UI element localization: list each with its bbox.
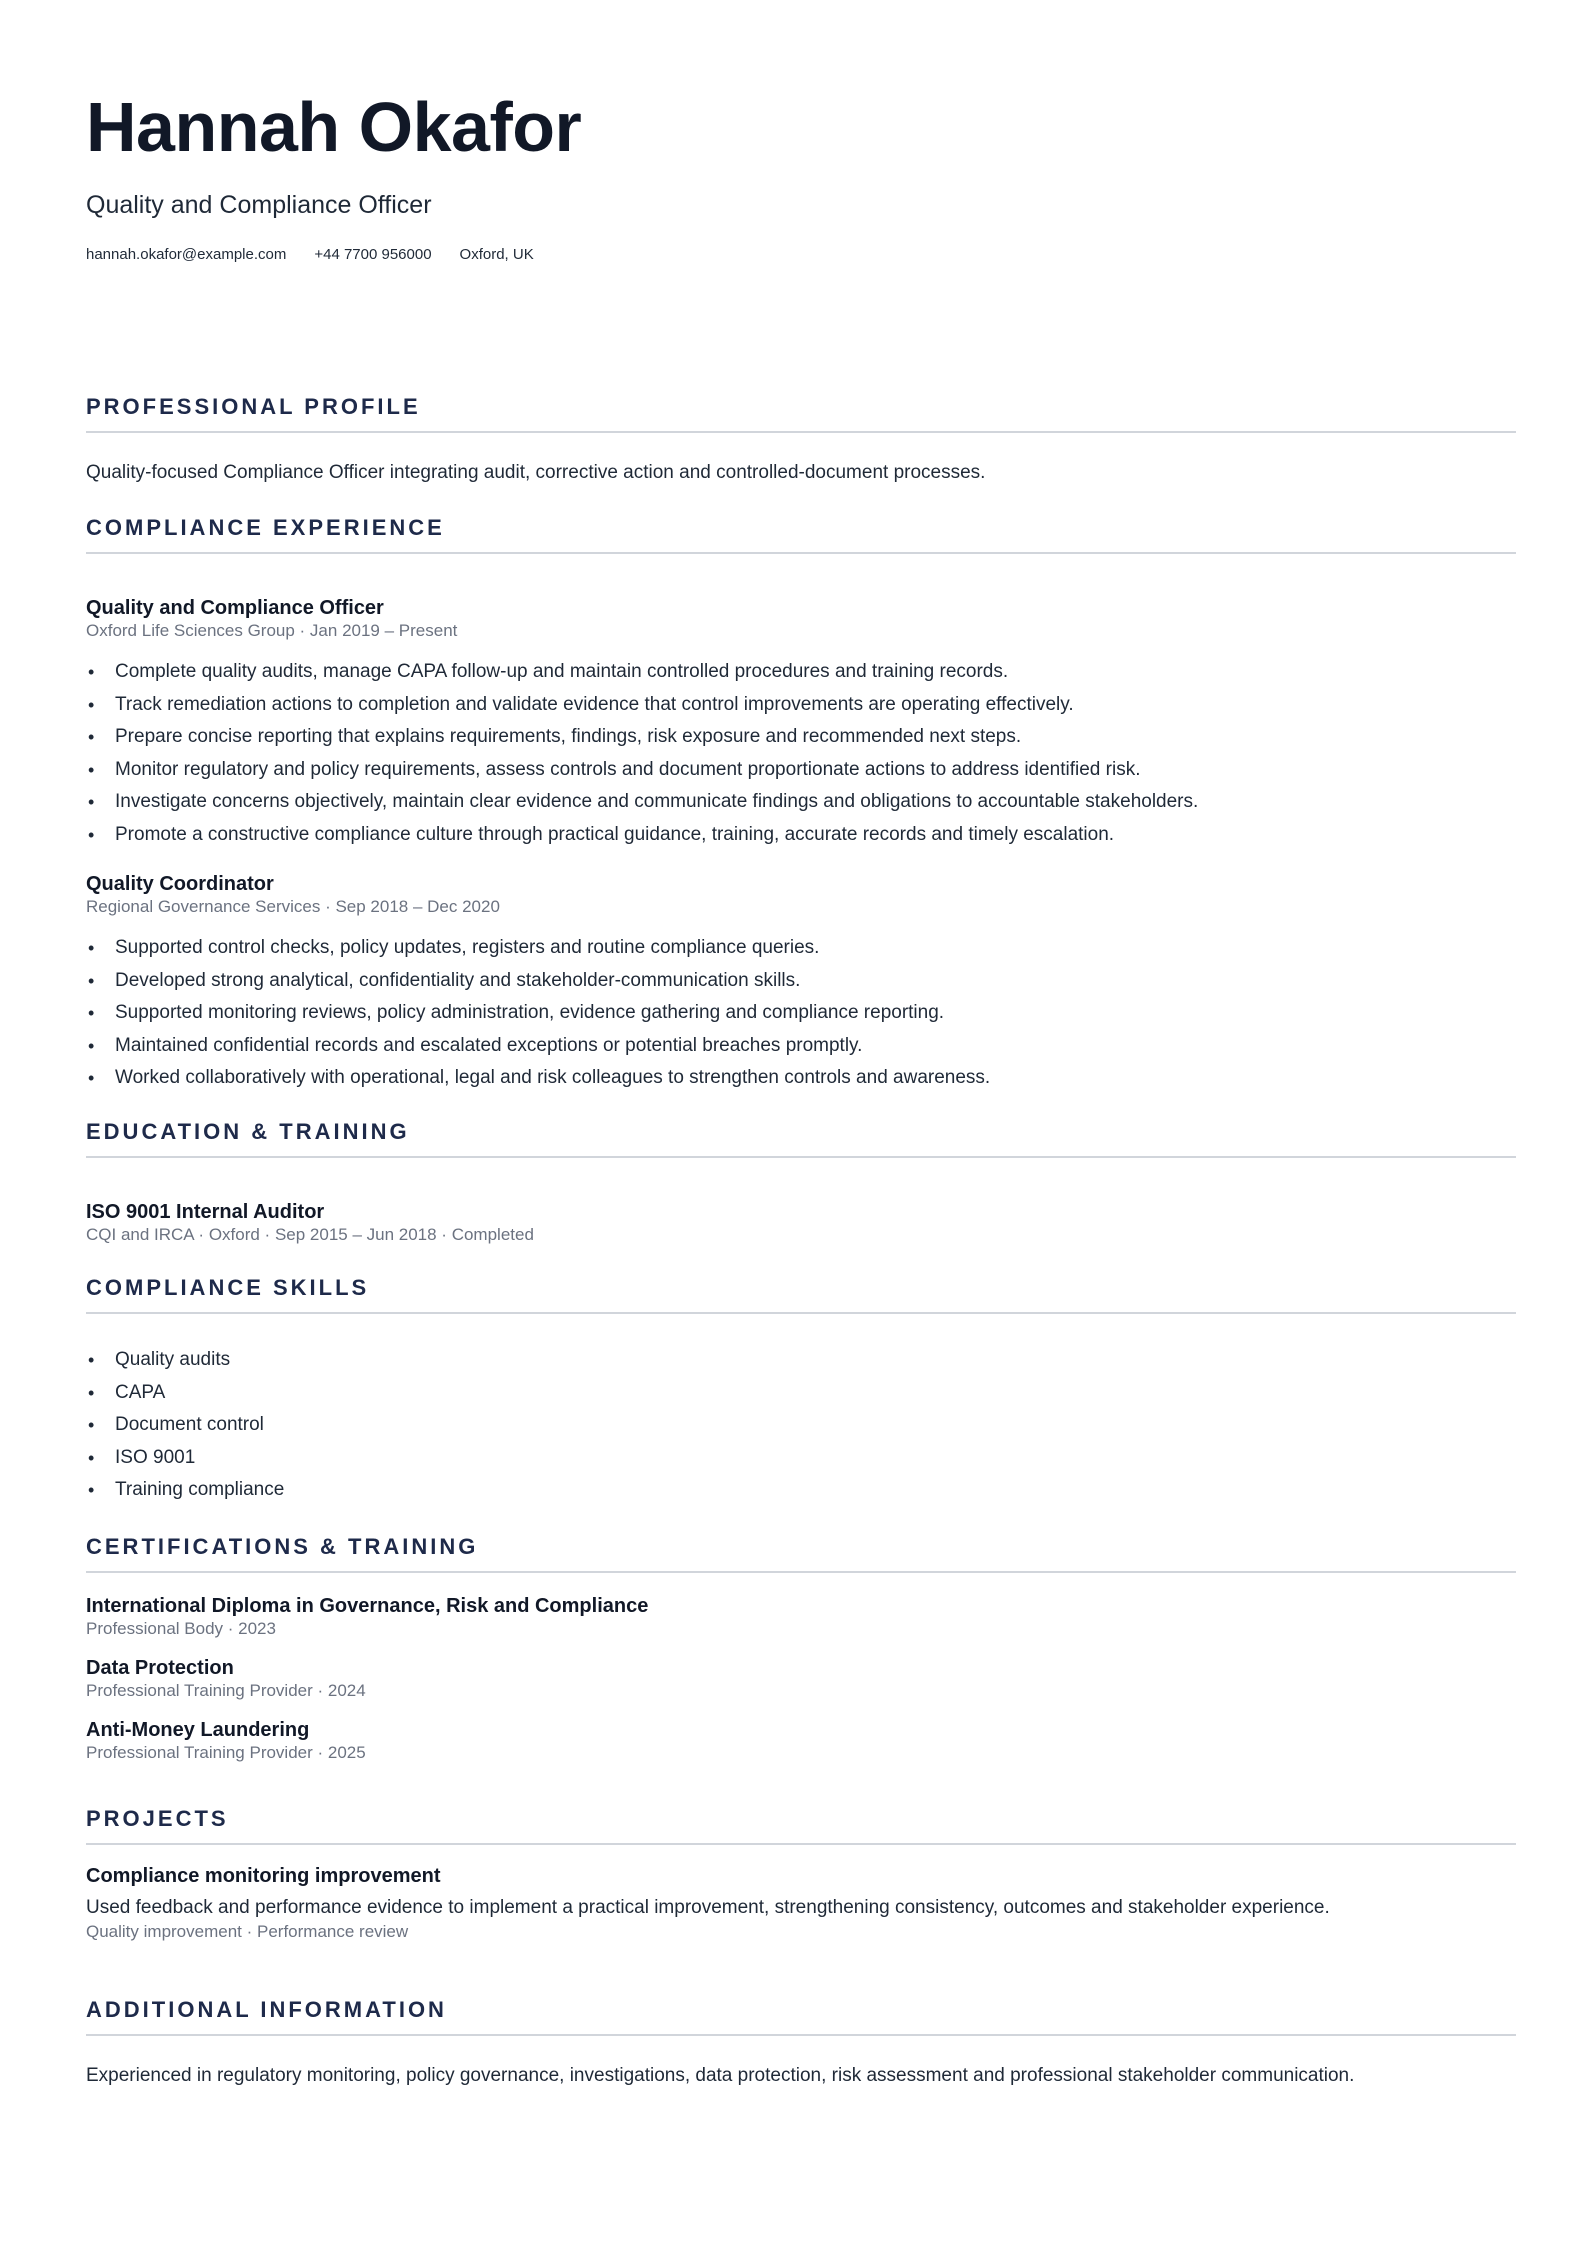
list-item: • Worked collaboratively with operational, legal and risk colleagues to strengthen controls and awareness. (86, 1062, 990, 1095)
list-item: • ISO 9001 (86, 1442, 1516, 1475)
certification-meta: Professional Body · 2023 (86, 1619, 276, 1638)
certification-entry (86, 1718, 366, 1764)
section-divider (86, 1843, 1516, 1845)
section-divider (86, 2034, 1516, 2036)
project-title: Compliance monitoring improvement (86, 1865, 441, 1887)
education-title: ISO 9001 Internal Auditor (86, 1201, 325, 1223)
list-item: • Investigate concerns objectively, maintain clear evidence and communicate findings and obligations to accountable stakeholders. (86, 786, 1198, 819)
section-divider (86, 431, 1516, 433)
project-entry (86, 1864, 1516, 1943)
section-certifications (86, 1534, 1516, 1762)
list-item: • Supported control checks, policy updates, registers and routine compliance queries. (86, 932, 990, 965)
list-item: • Monitor regulatory and policy requirements, assess controls and document proportionate actions to address identified risk. (86, 754, 1198, 787)
list-item: • Maintained confidential records and escalated exceptions or potential breaches promptly. (86, 1030, 990, 1063)
education-entry (86, 1200, 1516, 1246)
section-heading: COMPLIANCE EXPERIENCE (86, 515, 445, 540)
section-heading: PROJECTS (86, 1806, 229, 1831)
project-meta: Quality improvement · Performance review (86, 1921, 409, 1941)
section-projects (86, 1808, 1516, 1943)
section-heading: ADDITIONAL INFORMATION (86, 1997, 447, 2022)
section-divider (86, 1156, 1516, 1158)
contact-location: Oxford, UK (459, 246, 534, 263)
section-heading: PROFESSIONAL PROFILE (86, 394, 421, 419)
section-additional (86, 1999, 1516, 2089)
list-item: • Document control (86, 1409, 1516, 1442)
contact-email: hannah.okafor@example.com (86, 246, 287, 263)
section-divider (86, 552, 1516, 554)
section-experience (86, 515, 1516, 1089)
list-item: • Promote a constructive compliance culture through practical guidance, training, accurate records and timely escalation. (86, 819, 1198, 852)
job-meta: Regional Governance Services · Sep 2018 – Dec 2020 (86, 897, 500, 916)
certification-entry (86, 1594, 648, 1640)
certification-meta: Professional Training Provider · 2024 (86, 1681, 366, 1700)
certification-entry (86, 1656, 366, 1702)
job-title: Quality and Compliance Officer (86, 597, 384, 619)
section-heading: COMPLIANCE SKILLS (86, 1275, 370, 1300)
project-description: Used feedback and performance evidence to implement a practical improvement, strengthening consistency, outcomes and stakeholder experience. (86, 1897, 1330, 1918)
skills-list (86, 1344, 1516, 1507)
section-divider (86, 1312, 1516, 1314)
certification-title: Anti-Money Laundering (86, 1719, 310, 1741)
job-entry (86, 596, 1198, 851)
candidate-title: Quality and Compliance Officer (86, 191, 432, 219)
job-title: Quality Coordinator (86, 873, 274, 895)
section-heading: EDUCATION & TRAINING (86, 1119, 410, 1144)
section-skills (86, 1277, 1516, 1507)
list-item: • Track remediation actions to completion and validate evidence that control improvements are operating effectively. (86, 689, 1198, 722)
education-meta: CQI and IRCA · Oxford · Sep 2015 – Jun 2018 · Completed (86, 1225, 534, 1244)
contact-line (86, 246, 534, 263)
list-item: • Prepare concise reporting that explains requirements, findings, risk exposure and recommended next steps. (86, 721, 1198, 754)
certification-title: Data Protection (86, 1657, 234, 1679)
list-item: • Complete quality audits, manage CAPA follow-up and maintain controlled procedures and training records. (86, 656, 1198, 689)
contact-phone: +44 7700 956000 (314, 246, 432, 263)
candidate-name: Hannah Okafor (86, 88, 582, 166)
job-bullets (86, 932, 990, 1095)
list-item: • Training compliance (86, 1474, 1516, 1507)
job-entry (86, 872, 990, 1095)
section-profile (86, 396, 1516, 486)
section-divider (86, 1571, 1516, 1573)
list-item: • Supported monitoring reviews, policy administration, evidence gathering and compliance reporting. (86, 997, 990, 1030)
job-bullets (86, 656, 1198, 851)
certification-meta: Professional Training Provider · 2025 (86, 1743, 366, 1762)
section-heading: CERTIFICATIONS & TRAINING (86, 1534, 479, 1559)
job-meta: Oxford Life Sciences Group · Jan 2019 – Present (86, 621, 458, 640)
additional-text: Experienced in regulatory monitoring, policy governance, investigations, data protection, risk assessment and professional stakeholder communication. (86, 2065, 1355, 2086)
certification-title: International Diploma in Governance, Risk and Compliance (86, 1595, 649, 1617)
section-education (86, 1121, 1516, 1246)
list-item: • Quality audits (86, 1344, 1516, 1377)
profile-text: Quality-focused Compliance Officer integrating audit, corrective action and controlled-document processes. (86, 462, 986, 483)
list-item: • CAPA (86, 1377, 1516, 1410)
list-item: • Developed strong analytical, confidentiality and stakeholder-communication skills. (86, 965, 990, 998)
